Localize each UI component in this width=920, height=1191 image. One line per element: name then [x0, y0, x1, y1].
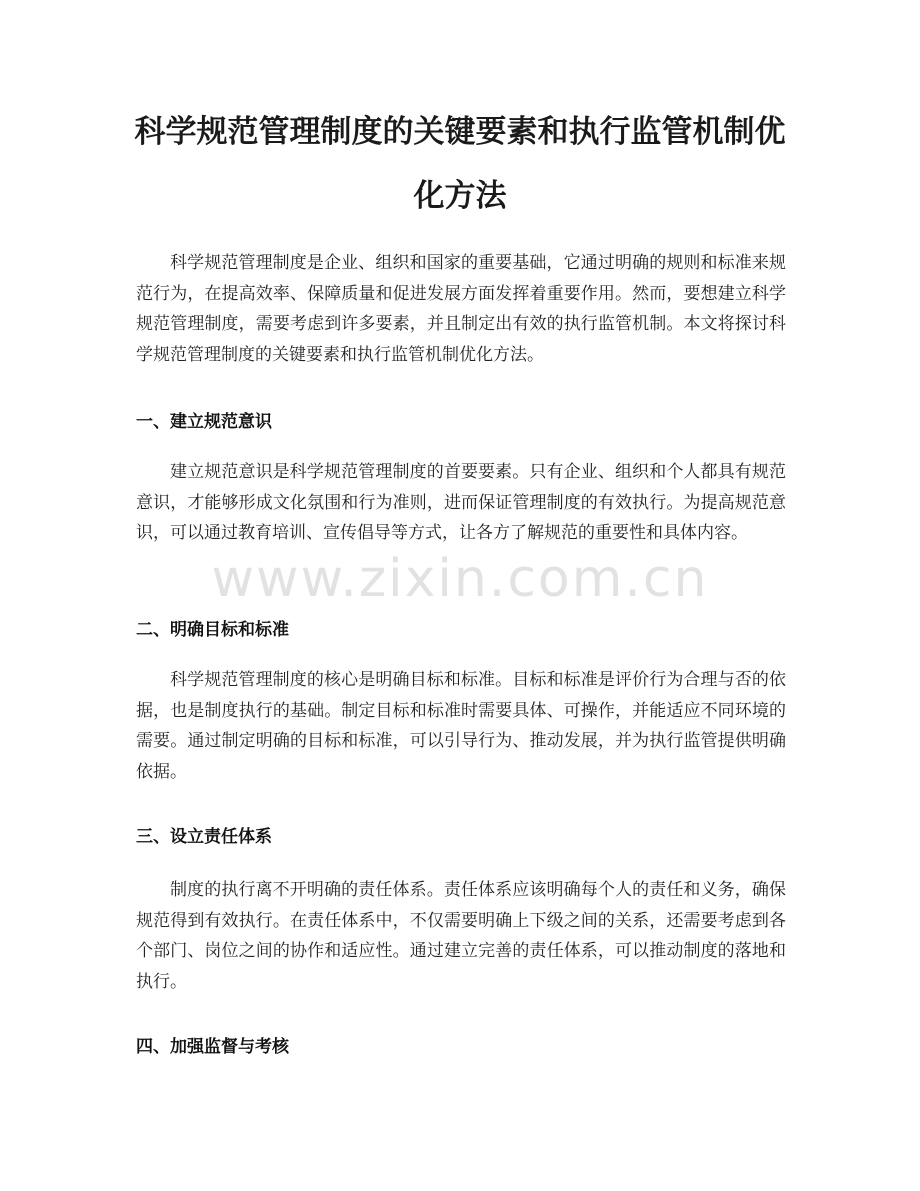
section-heading-3: 三、设立责任体系 [136, 827, 272, 847]
section-heading-4: 四、加强监督与考核 [136, 1037, 289, 1057]
intro-paragraph: 科学规范管理制度是企业、组织和国家的重要基础，它通过明确的规则和标准来规范行为，在提高效率、保障质量和促进发展方面发挥着重要作用。然而，要想建立科学规范管理制度，需要考虑到许多要素，并且制定出有效的执行监管机制。本文将探讨科学规范管理制度的关键要素和执行监管机制优化方法。 [136, 253, 786, 365]
document-title: 科学规范管理制度的关键要素和执行监管机制优化方法 [134, 114, 786, 214]
section-heading-1: 一、建立规范意识 [136, 412, 272, 432]
section-body-1: 建立规范意识是科学规范管理制度的首要要素。只有企业、组织和个人都具有规范意识，才能够形成文化氛围和行为准则，进而保证管理制度的有效执行。为提高规范意识，可以通过教育培训、宣传倡导等方式，让各方了解规范的重要性和具体内容。 [136, 462, 786, 543]
watermark-text: www.zixin.com.cn [211, 549, 709, 609]
section-heading-2: 二、明确目标和标准 [136, 620, 289, 640]
section-body-3: 制度的执行离不开明确的责任体系。责任体系应该明确每个人的责任和义务，确保规范得到有效执行。在责任体系中，不仅需要明确上下级之间的关系，还需要考虑到各个部门、岗位之间的协作和适应性。通过建立完善的责任体系，可以推动制度的落地和执行。 [136, 880, 786, 992]
section-body-2: 科学规范管理制度的核心是明确目标和标准。目标和标准是评价行为合理与否的依据，也是制度执行的基础。制定目标和标准时需要具体、可操作，并能适应不同环境的需要。通过制定明确的目标和标准，可以引导行为、推动发展，并为执行监管提供明确依据。 [136, 670, 786, 782]
